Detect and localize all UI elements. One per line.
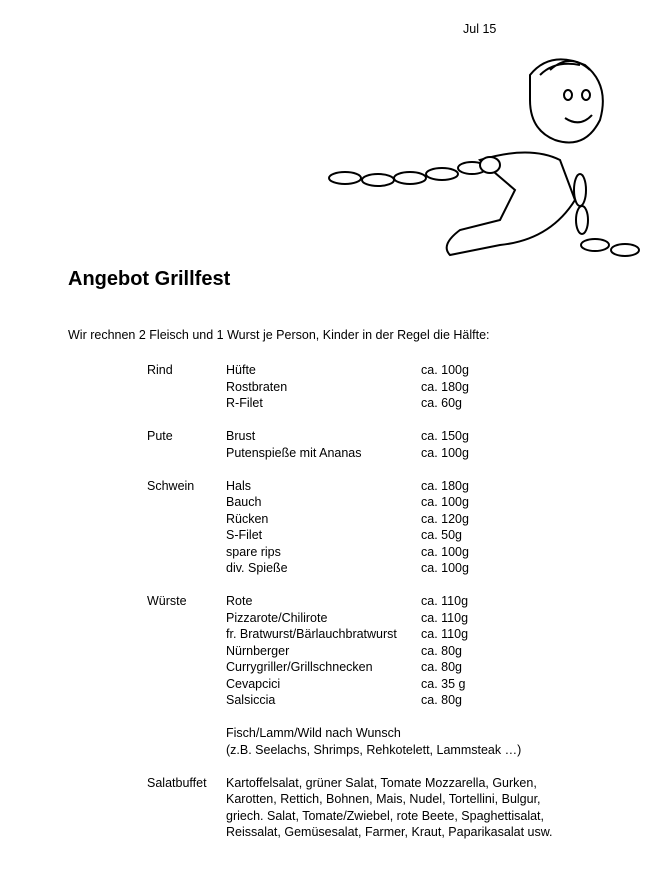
item-row [147, 511, 627, 528]
item-name: Hals [226, 478, 252, 493]
page-title: Angebot Grillfest [68, 268, 231, 290]
item-amount: ca. 35 g [421, 676, 466, 691]
item-name: Currygriller/Grillschnecken [226, 660, 373, 674]
item-row [147, 362, 627, 379]
item-amount: ca. 180g [421, 478, 469, 493]
item-row [147, 445, 627, 462]
category-label [147, 527, 226, 544]
item-row [147, 478, 627, 495]
item-amount: ca. 100g [421, 561, 469, 575]
spacer [147, 758, 627, 775]
item-name: Bauch [226, 495, 262, 509]
item-row [147, 676, 627, 693]
item-name: div. Spieße [226, 561, 288, 575]
item-amount: ca. 110g [421, 610, 469, 625]
extra-note-line-1: Fisch/Lamm/Wild nach Wunsch [226, 726, 401, 740]
item-name: R-Filet [226, 396, 263, 410]
item-name: Brust [226, 429, 256, 443]
item-row [147, 494, 627, 511]
category-label [147, 379, 226, 396]
item-row [147, 659, 627, 676]
category-label: Rind [147, 363, 173, 377]
item-row [147, 560, 627, 577]
category-label: Schwein [147, 478, 195, 493]
meat-sections [147, 362, 627, 725]
item-amount: ca. 180g [421, 379, 469, 394]
item-amount: ca. 100g [421, 445, 469, 460]
item-amount: ca. 110g [421, 627, 469, 641]
item-name: Rücken [226, 511, 269, 526]
item-row [147, 643, 627, 660]
item-row [147, 395, 627, 412]
item-amount: ca. 60g [421, 396, 463, 410]
salad-label: Salatbuffet [147, 775, 207, 790]
category-label [147, 643, 226, 660]
item-amount: ca. 120g [421, 511, 469, 526]
item-amount: ca. 100g [421, 495, 469, 509]
item-name: Cevapcici [226, 676, 281, 691]
category-label [147, 395, 226, 412]
document-date: Jul 15 [463, 22, 497, 36]
item-name: Pizzarote/Chilirote [226, 610, 328, 625]
item-row [147, 544, 627, 561]
boy-pulling-sausages-illustration [300, 40, 640, 275]
item-name: Nürnberger [226, 643, 290, 658]
category-label [147, 494, 226, 511]
category-label [147, 659, 226, 676]
item-amount: ca. 80g [421, 660, 463, 674]
category-label [147, 544, 226, 561]
item-row [147, 379, 627, 396]
spacer [147, 709, 627, 726]
item-row [147, 428, 627, 445]
category-label [147, 445, 226, 462]
item-name: Putenspieße mit Ananas [226, 445, 362, 460]
category-label: Pute [147, 429, 173, 443]
category-label: Würste [147, 594, 187, 608]
menu-list [147, 362, 627, 841]
section-rind [147, 362, 627, 428]
item-name: S-Filet [226, 528, 263, 542]
item-name: Hüfte [226, 363, 256, 377]
item-row [147, 593, 627, 610]
category-label [147, 692, 226, 709]
item-row [147, 692, 627, 709]
spacer [147, 461, 627, 478]
category-label [147, 626, 226, 643]
salad-text: Kartoffelsalat, grüner Salat, Tomate Mozzarella, Gurken, Karotten, Rettich, Bohnen, Mais, Nudel, Tortellini, Bulgur, griech. Salat, Tomate/Zwiebel, rote Beete, Spaghettisalat, Reissalat, Gemüsesalat, Farmer, Kraut, Paparikasalat usw. [226, 775, 553, 839]
item-name: fr. Bratwurst/Bärlauchbratwurst [226, 627, 397, 641]
item-name: Rostbraten [226, 379, 288, 394]
spacer [147, 412, 627, 429]
item-row [147, 527, 627, 544]
intro-text: Wir rechnen 2 Fleisch und 1 Wurst je Person, Kinder in der Regel die Hälfte: [68, 328, 490, 342]
category-label [147, 511, 226, 528]
category-label [147, 560, 226, 577]
item-amount: ca. 80g [421, 693, 463, 707]
item-amount: ca. 50g [421, 528, 463, 542]
item-name: Rote [226, 594, 253, 608]
item-amount: ca. 150g [421, 429, 469, 443]
item-amount: ca. 80g [421, 643, 463, 658]
category-label [147, 676, 226, 693]
section-schwein [147, 478, 627, 594]
salad-section [147, 775, 627, 841]
item-amount: ca. 100g [421, 363, 469, 377]
item-name: Salsiccia [226, 693, 276, 707]
item-name: spare rips [226, 544, 281, 559]
extra-note-line-2: (z.B. Seelachs, Shrimps, Rehkotelett, Lammsteak …) [226, 742, 522, 757]
item-amount: ca. 100g [421, 544, 469, 559]
spacer [147, 577, 627, 594]
category-label [147, 610, 226, 627]
section-pute [147, 428, 627, 478]
item-row [147, 610, 627, 627]
item-amount: ca. 110g [421, 594, 469, 608]
section-würste [147, 593, 627, 725]
item-row [147, 626, 627, 643]
